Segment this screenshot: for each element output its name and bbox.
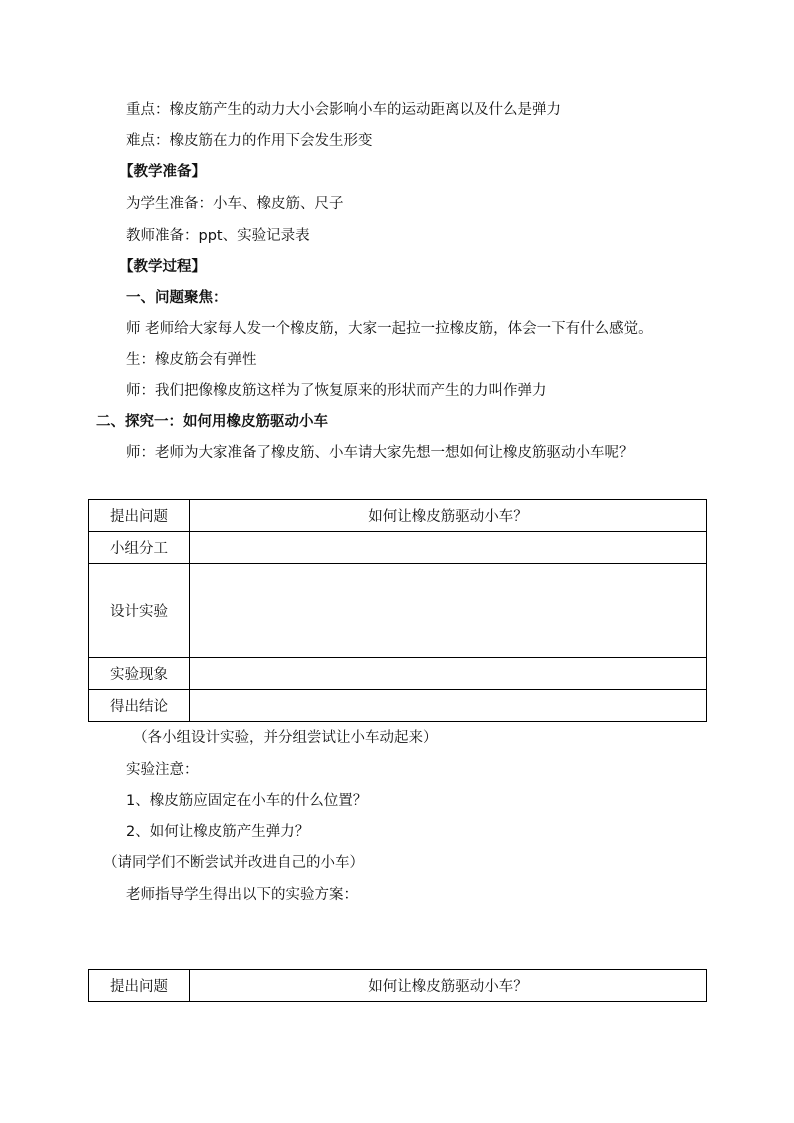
table-row <box>89 500 707 532</box>
table-row <box>89 970 707 1002</box>
experiment-record-table <box>88 499 707 722</box>
table-cell-value: 如何让橡皮筋驱动小车？ <box>190 500 707 532</box>
teacher-prep-paragraph: 教师准备：ppt、实验记录表 <box>126 228 310 244</box>
teacher-line-3: 师：老师为大家准备了橡皮筋、小车请大家先想一想如何让橡皮筋驱动小车呢？ <box>126 445 634 461</box>
student-prep-paragraph: 为学生准备：小车、橡皮筋、尺子 <box>126 196 344 212</box>
table-cell-value <box>190 690 707 722</box>
keep-trying-note: （请同学们不断尝试并改进自己的小车） <box>103 855 364 871</box>
table-cell-label: 提出问题 <box>89 500 190 532</box>
table-cell-label: 设计实验 <box>89 564 190 658</box>
difficulty-paragraph: 难点：橡皮筋在力的作用下会发生形变 <box>126 133 373 149</box>
section2-heading: 二、探究一：如何用橡皮筋驱动小车 <box>96 414 328 430</box>
table-cell-label: 提出问题 <box>89 970 190 1002</box>
teacher-line-1: 师 老师给大家每人发一个橡皮筋，大家一起拉一拉橡皮筋，体会一下有什么感觉。 <box>126 321 653 337</box>
table-cell-label: 实验现象 <box>89 658 190 690</box>
table-row <box>89 532 707 564</box>
table-cell-value <box>190 532 707 564</box>
student-line: 生：橡皮筋会有弹性 <box>126 352 257 368</box>
note-1: 1、橡皮筋应固定在小车的什么位置？ <box>126 793 368 809</box>
prep-heading: 【教学准备】 <box>119 164 206 180</box>
focus-paragraph: 重点：橡皮筋产生的动力大小会影响小车的运动距离以及什么是弹力 <box>126 102 561 118</box>
section1-heading: 一、问题聚焦： <box>126 290 228 306</box>
table-cell-value <box>190 564 707 658</box>
process-heading: 【教学过程】 <box>119 259 206 275</box>
table-cell-value <box>190 658 707 690</box>
table-row <box>89 564 707 658</box>
guide-line: 老师指导学生得出以下的实验方案： <box>126 887 358 903</box>
table-cell-label: 得出结论 <box>89 690 190 722</box>
experiment-plan-table <box>88 969 707 1002</box>
table-row <box>89 658 707 690</box>
table-cell-label: 小组分工 <box>89 532 190 564</box>
table-row <box>89 690 707 722</box>
group-note: （各小组设计实验，并分组尝试让小车动起来） <box>133 730 438 746</box>
notes-heading: 实验注意： <box>126 762 199 778</box>
note-2: 2、如何让橡皮筋产生弹力？ <box>126 824 310 840</box>
table-cell-value: 如何让橡皮筋驱动小车？ <box>190 970 707 1002</box>
teacher-line-2: 师：我们把像橡皮筋这样为了恢复原来的形状而产生的力叫作弹力 <box>126 383 547 399</box>
